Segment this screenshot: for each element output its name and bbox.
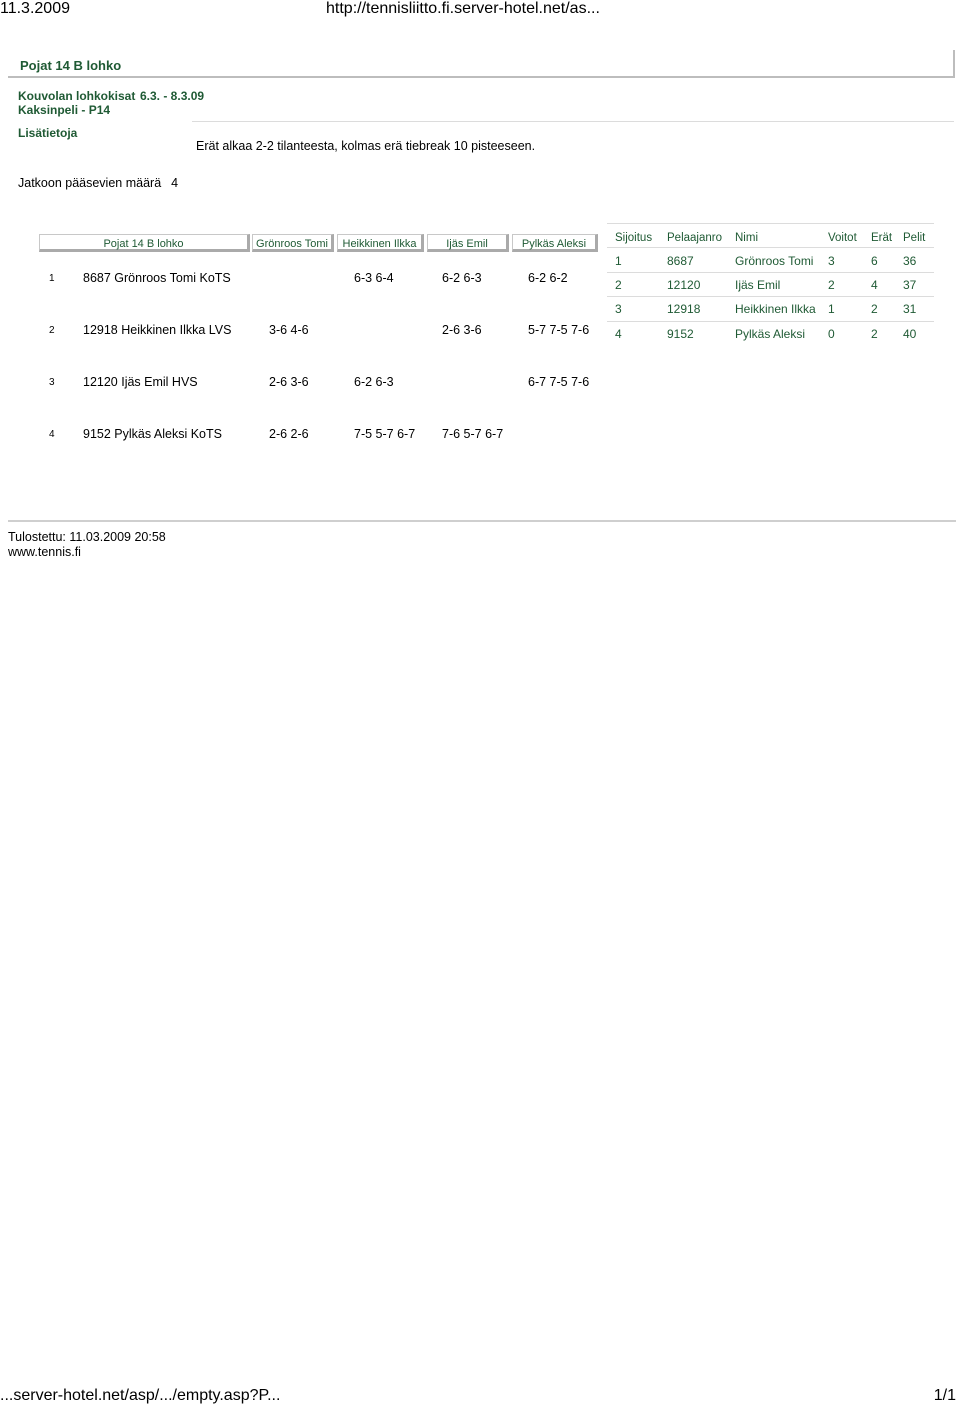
result-cell: 3-6 4-6 <box>269 323 309 337</box>
standings-header: Nimi <box>735 232 758 244</box>
grid-header-group: Pojat 14 B lohko <box>39 234 250 252</box>
standings-rank: 1 <box>615 254 622 268</box>
standings-header: Pelit <box>903 232 926 244</box>
page-title: Pojat 14 B lohko <box>20 58 122 73</box>
advancers-text: Jatkoon pääsevien määrä <box>18 176 162 190</box>
row-number: 2 <box>49 325 55 336</box>
standings-player-no: 8687 <box>667 254 694 268</box>
standings-sets: 6 <box>871 254 878 268</box>
standings-games: 40 <box>903 327 917 341</box>
row-number: 1 <box>49 273 55 284</box>
tournament-dates: 6.3. - 8.3.09 <box>140 89 205 103</box>
standings-name: Ijäs Emil <box>735 278 781 292</box>
row-player: 9152 Pylkäs Aleksi KoTS <box>83 427 222 441</box>
row-player: 8687 Grönroos Tomi KoTS <box>83 271 231 285</box>
grid-header-col-1: Grönroos Tomi <box>252 234 334 252</box>
standings-rule <box>607 272 934 273</box>
result-cell: 7-5 5-7 6-7 <box>354 427 416 441</box>
standings-games: 37 <box>903 278 917 292</box>
standings-wins: 1 <box>828 302 835 316</box>
standings-rule <box>607 247 934 248</box>
result-cell: 6-3 6-4 <box>354 271 394 285</box>
standings-rule <box>607 296 934 297</box>
standings-wins: 3 <box>828 254 835 268</box>
standings-header: Voitot <box>828 232 857 244</box>
standings-name: Heikkinen Ilkka <box>735 302 816 316</box>
result-cell: 6-7 7-5 7-6 <box>528 375 590 389</box>
standings-wins: 0 <box>828 327 835 341</box>
standings-header: Sijoitus <box>615 232 653 244</box>
advancers-value: 4 <box>171 176 179 190</box>
standings-name: Pylkäs Aleksi <box>735 327 806 341</box>
standings-rank: 2 <box>615 278 622 292</box>
info-text: Erät alkaa 2-2 tilanteesta, kolmas erä tiebreak 10 pisteeseen. <box>196 139 536 153</box>
result-cell: 2-6 2-6 <box>269 427 309 441</box>
standings-top-rule <box>607 223 934 224</box>
standings-rank: 3 <box>615 302 622 316</box>
standings-header: Pelaajanro <box>667 232 722 244</box>
row-player: 12120 Ijäs Emil HVS <box>83 375 198 389</box>
result-cell: 6-2 6-3 <box>354 375 394 389</box>
result-cell: 7-6 5-7 6-7 <box>442 427 504 441</box>
standings-header: Erät <box>871 232 893 244</box>
result-cell: 6-2 6-2 <box>528 271 568 285</box>
info-label: Lisätietoja <box>18 126 78 140</box>
result-cell: 5-7 7-5 7-6 <box>528 323 590 337</box>
print-footer-url[interactable]: ...server-hotel.net/asp/.../empty.asp?P... <box>0 1387 281 1404</box>
title-box <box>8 50 955 78</box>
row-number: 4 <box>49 429 55 440</box>
printed-timestamp: Tulostettu: 11.03.2009 20:58 <box>8 530 166 544</box>
tournament-name: Kouvolan lohkokisat <box>18 89 136 103</box>
standings-sets: 2 <box>871 327 878 341</box>
site-link[interactable]: www.tennis.fi <box>8 545 81 559</box>
standings-sets: 4 <box>871 278 878 292</box>
row-player: 12918 Heikkinen Ilkka LVS <box>83 323 232 337</box>
standings-player-no: 12120 <box>667 278 701 292</box>
standings-games: 36 <box>903 254 917 268</box>
standings-wins: 2 <box>828 278 835 292</box>
event-name: Kaksinpeli - P14 <box>18 103 111 117</box>
standings-sets: 2 <box>871 302 878 316</box>
result-cell: 2-6 3-6 <box>269 375 309 389</box>
result-cell: 6-2 6-3 <box>442 271 482 285</box>
print-date: 11.3.2009 <box>0 0 70 17</box>
grid-header-col-4: Pylkäs Aleksi <box>512 234 598 252</box>
standings-rule <box>607 321 934 322</box>
result-cell: 2-6 3-6 <box>442 323 482 337</box>
standings-games: 31 <box>903 302 917 316</box>
standings-name: Grönroos Tomi <box>735 254 814 268</box>
footer-rule <box>8 520 956 522</box>
standings-rank: 4 <box>615 327 622 341</box>
grid-header-col-2: Heikkinen Ilkka <box>337 234 424 252</box>
print-url[interactable]: http://tennisliitto.fi.server-hotel.net/as... <box>326 0 600 17</box>
standings-player-no: 9152 <box>667 327 694 341</box>
info-rule <box>192 121 954 122</box>
standings-player-no: 12918 <box>667 302 701 316</box>
advancers-label <box>18 176 178 190</box>
print-page-count: 1/1 <box>933 1387 956 1404</box>
grid-header-col-3: Ijäs Emil <box>427 234 509 252</box>
row-number: 3 <box>49 377 55 388</box>
